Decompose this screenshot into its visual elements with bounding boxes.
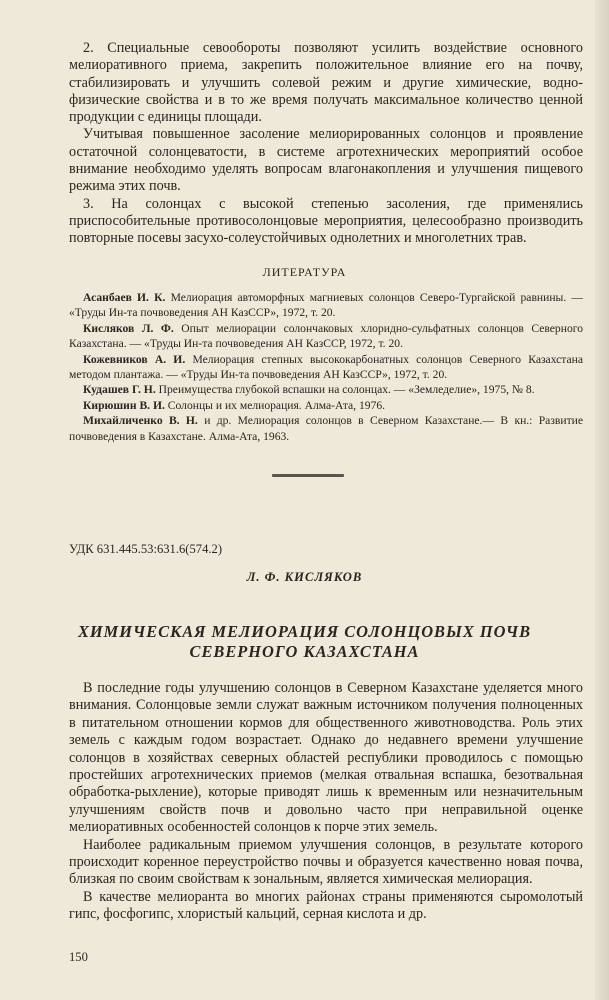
paragraph: 2. Специальные севообороты позволяют усилить воздействие основного мелиоративного приема, закрепить положительное влияние его на почву, стабилизировать и улучшить солевой режим и другие химические, водно-физические свойства и в то же время получать максимальное количество ценной продукции с единицы площади.	[69, 40, 583, 126]
reference-item	[69, 413, 583, 444]
article-body	[69, 680, 583, 924]
reference-author: Асанбаев И. К.	[83, 291, 166, 304]
reference-author: Кудашев Г. Н.	[83, 383, 156, 397]
paragraph: 3. На солонцах с высокой степенью засоления, где применялись приспособительные противосолонцовые мероприятия, целесообразно производить повторные посевы засухо-солеустойчивых однолетних и многолетних трав.	[69, 195, 583, 247]
reference-item	[69, 321, 583, 352]
paragraph: В качестве мелиоранта во многих районах страны применяются сыромолотый гипс, фосфогипс, хлористый кальций, серная кислота и др.	[69, 888, 583, 923]
reference-text: Преимущества глубокой вспашки на солонцах. — «Земледелие», 1975, № 8.	[158, 383, 535, 397]
reference-author: Кисляков Л. Ф.	[83, 321, 174, 335]
reference-text: и др. Мелиорация солонцов в Северном Казахстане.— В кн.: Развитие почвоведения в Казахстане. Алма-Ата, 1963.	[69, 414, 583, 443]
paragraph: Наиболее радикальным приемом улучшения солонцов, в результате которого происходит коренное переустройство почвы и образуется качественно новая почва, близкая по своим свойствам к зональным, является химическая мелиорация.	[69, 836, 583, 888]
intro-section	[69, 40, 583, 248]
reference-author: Кирюшин В. И.	[83, 398, 165, 412]
reference-author: Михайличенко В. Н.	[83, 414, 198, 428]
article-title-line: ХИМИЧЕСКАЯ МЕЛИОРАЦИЯ СОЛОНЦОВЫХ ПОЧВ	[77, 622, 532, 641]
page-number: 150	[69, 950, 88, 964]
paragraph: В последние годы улучшению солонцов в Северном Казахстане уделяется много внимания. Солонцовые земли служат важным источником получения полноценных в питательном отношении кормов для общественного животноводства. Роль этих земель с каждым годом возрастает. Однако до недавнего времени улучшение солонцов в хозяйствах северных областей республики проводилось с помощью простейших агротехнических приемов (мелкая отвальная вспашка, безотвальная обработка-рыхление), которые приводят лишь к временным или незначительным улучшениям свойств почв и довольно часто при неправильной оценке мелиоративных особенностей солонцов к порче этих земель.	[69, 680, 583, 836]
section-divider	[272, 474, 344, 477]
reference-item	[69, 290, 583, 321]
reference-text: Солонцы и их мелиорация. Алма-Ата, 1976.	[167, 398, 386, 412]
page-edge	[595, 0, 609, 1000]
article-author: Л. Ф. КИСЛЯКОВ	[246, 570, 363, 584]
literature-heading: ЛИТЕРАТУРА	[262, 265, 347, 279]
reference-item	[69, 352, 583, 383]
article-title	[0, 622, 609, 662]
reference-item	[69, 382, 583, 397]
reference-item	[69, 398, 583, 413]
reference-text: Мелиорация степных высококарбонатных солонцов Северного Казахстана методом плантажа. — «Труды Ин-та почвоведения АН КазССР», 1972, т. 20.	[69, 352, 584, 382]
reference-text: Опыт мелиорации солончаковых хлоридно-сульфатных солонцов Северного Казахстана. — «Труды Ин-та почвоведения АН КазССР, 1972, т. 20.	[69, 321, 583, 351]
reference-text: Мелиорация автоморфных магниевых солонцов Северо-Тургайской равнины. — «Труды Ин-та почвоведения АН КазССР», 1972, т. 20.	[69, 291, 583, 320]
udk-code: УДК 631.445.53:631.6(574.2)	[69, 542, 223, 556]
reference-list	[69, 290, 583, 444]
article-title-line: СЕВЕРНОГО КАЗАХСТАНА	[189, 642, 420, 661]
reference-author: Кожевников А. И.	[83, 352, 186, 366]
paragraph: Учитывая повышенное засоление мелиорированных солонцов и проявление остаточной солонцеватости, в системе агротехнических мероприятий особое внимание необходимо уделять вопросам влагонакопления и улучшения пищевого режима этих почв.	[69, 126, 583, 195]
